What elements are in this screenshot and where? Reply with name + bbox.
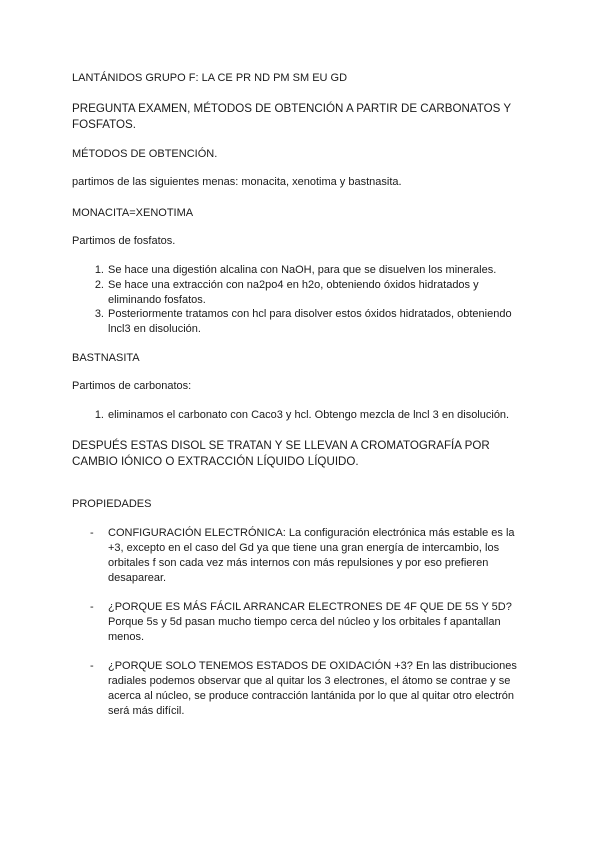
list-item-text: ¿PORQUE SOLO TENEMOS ESTADOS DE OXIDACIÓN +3? En las distribuciones radiales podemos observar que al quitar los 3 electrones, el átomo se contrae y se acerca al núcleo, se produce contracción lantánida por lo que al quitar otro electrón será más difícil. (108, 660, 517, 717)
properties-heading: PROPIEDADES (72, 498, 152, 510)
list-number: 1. (94, 264, 104, 276)
list-dash: - (90, 527, 94, 539)
methods-heading: MÉTODOS DE OBTENCIÓN. (72, 148, 218, 160)
intro-text: partimos de las siguientes menas: monacita, xenotima y bastnasita. (72, 176, 402, 188)
list-number: 2. (94, 279, 104, 291)
list-item-text: CONFIGURACIÓN ELECTRÓNICA: La configuración electrónica más estable es la +3, excepto en el caso del Gd ya que tiene una gran energía de intercambio, los orbitales f son cada vez más internos con más repulsiones y por eso prefieren desaparear. (108, 527, 515, 584)
monacita-subheading: Partimos de fosfatos. (72, 235, 176, 247)
list-dash: - (90, 660, 94, 672)
conclusion-text: DESPUÉS ESTAS DISOL SE TRATAN Y SE LLEVAN A CROMATOGRAFÍA POR CAMBIO IÓNICO O EXTRACCIÓN LÍQUIDO LÍQUIDO. (72, 439, 490, 468)
list-dash: - (90, 601, 94, 613)
list-number: 3. (94, 308, 104, 320)
list-number: 1. (94, 409, 104, 421)
list-item-text: Se hace una digestión alcalina con NaOH, para que se disuelven los minerales. (108, 264, 497, 276)
list-item (94, 307, 528, 337)
monacita-heading: MONACITA=XENOTIMA (72, 207, 194, 219)
list-item-text: Se hace una extracción con na2po4 en h2o, obteniendo óxidos hidratados y eliminando fosfatos. (108, 279, 479, 306)
list-item-text: ¿PORQUE ES MÁS FÁCIL ARRANCAR ELECTRONES DE 4F QUE DE 5S Y 5D? Porque 5s y 5d pasan mucho tiempo cerca del núcleo y los orbitales f apantallan menos. (108, 601, 512, 643)
exam-question: PREGUNTA EXAMEN, MÉTODOS DE OBTENCIÓN A PARTIR DE CARBONATOS Y FOSFATOS. (72, 102, 511, 131)
list-item-text: eliminamos el carbonato con Caco3 y hcl. Obtengo mezcla de lncl 3 en disolución. (108, 409, 510, 421)
bastnasita-heading: BASTNASITA (72, 352, 140, 364)
list-item (90, 659, 528, 719)
bastnasita-subheading: Partimos de carbonatos: (72, 380, 192, 392)
list-item (94, 263, 528, 278)
list-item (94, 408, 528, 423)
list-item-text: Posteriormente tratamos con hcl para disolver estos óxidos hidratados, obteniendo lncl3 en disolución. (108, 308, 512, 335)
document-title: LANTÁNIDOS GRUPO F: LA CE PR ND PM SM EU GD (72, 72, 348, 84)
list-item (94, 278, 528, 308)
list-item (90, 600, 528, 645)
list-item (90, 526, 528, 586)
